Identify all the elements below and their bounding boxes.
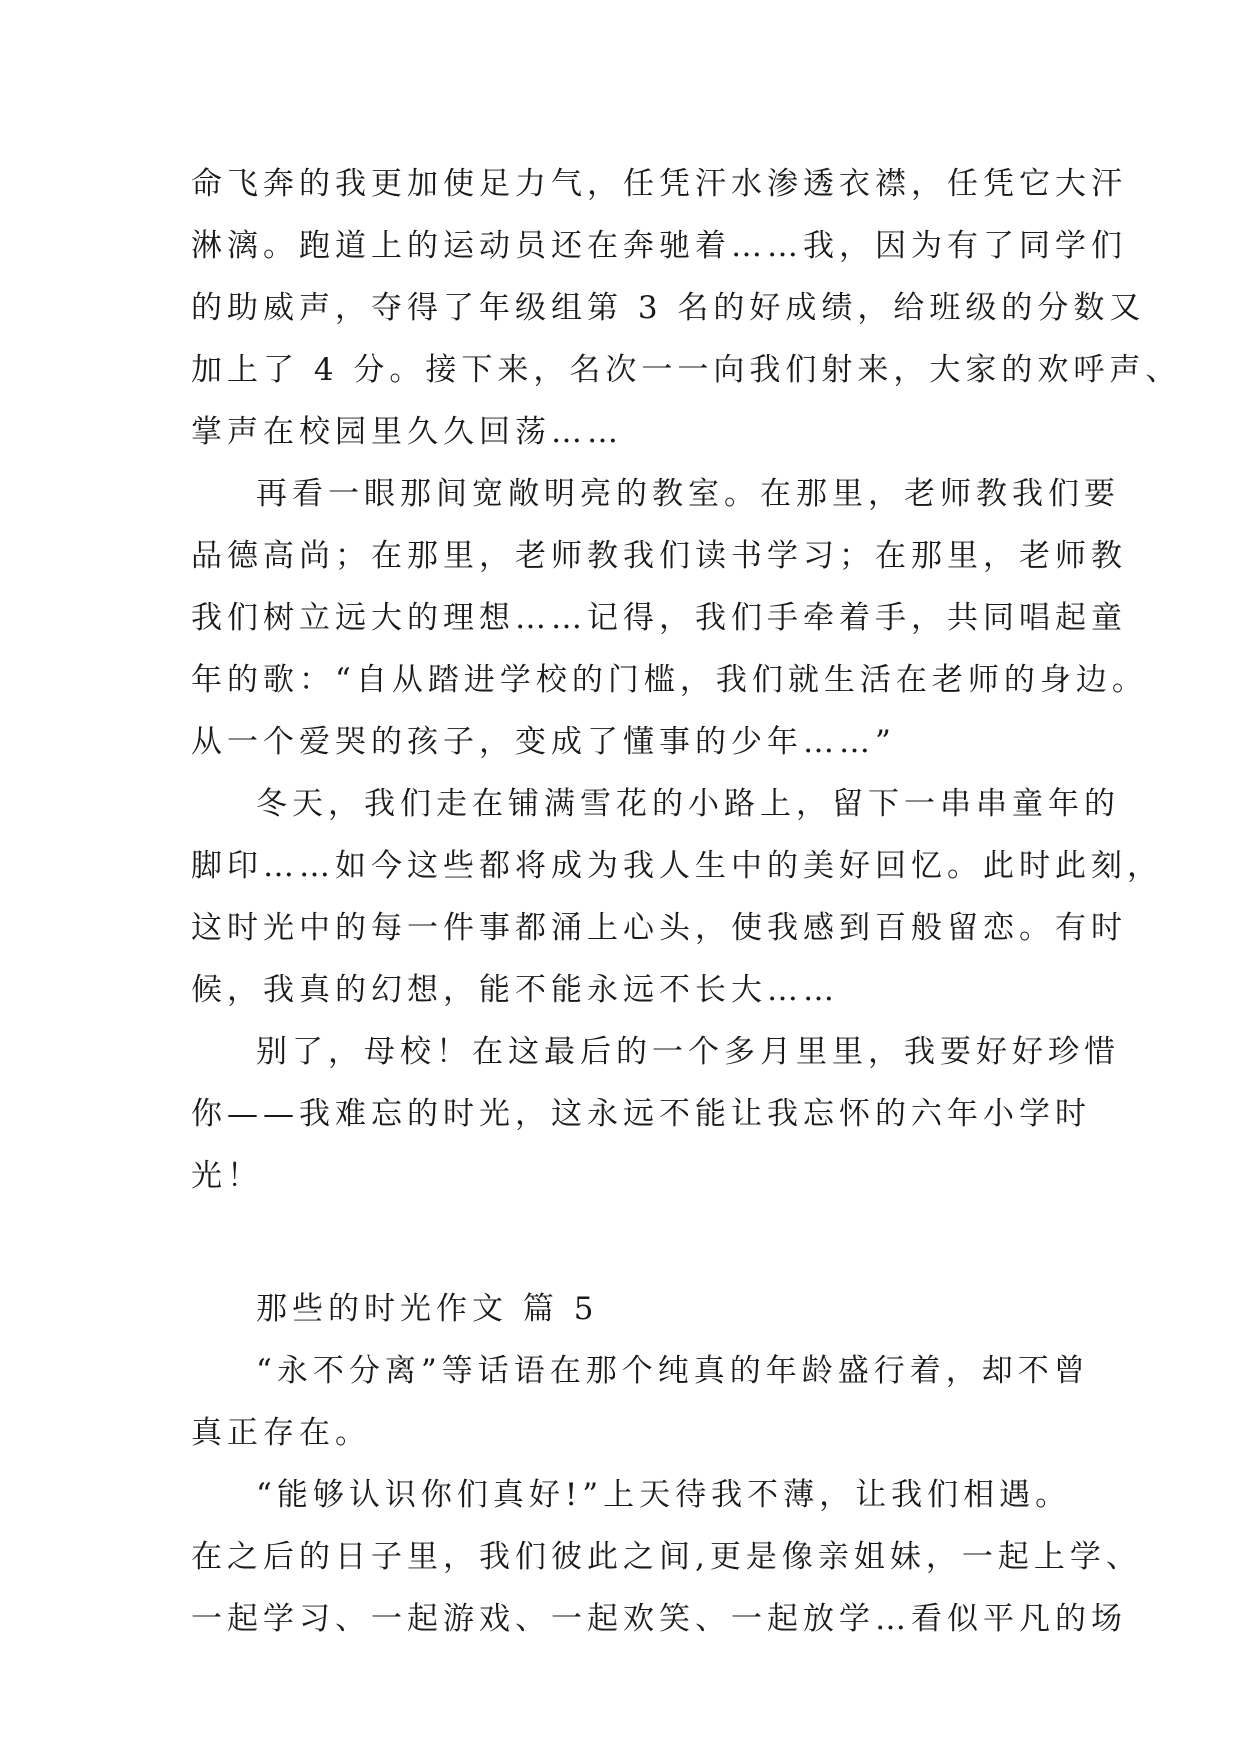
paragraph-first-line: 别了，母校！在这最后的一个多月里里，我要好好珍惜	[256, 1034, 1120, 1070]
paragraph-line: 品德高尚；在那里，老师教我们读书学习；在那里，老师教	[191, 538, 1127, 574]
paragraph-line: 命飞奔的我更加使足力气，任凭汗水渗透衣襟，任凭它大汗	[191, 166, 1127, 202]
paragraph-line: 在之后的日子里，我们彼此之间,更是像亲姐妹，一起上学、	[191, 1539, 1142, 1575]
paragraph-line: 真正存在。	[191, 1415, 371, 1451]
paragraph-first-line: “能够认识你们真好!”上天待我不薄，让我们相遇。	[256, 1477, 1072, 1513]
paragraph-line: 年的歌：“自从踏进学校的门槛，我们就生活在老师的身边。	[191, 662, 1148, 698]
paragraph-line: 候，我真的幻想，能不能永远不长大……	[191, 972, 839, 1008]
paragraph-line: 的助威声，夺得了年级组第 3 名的好成绩，给班级的分数又	[191, 290, 1146, 326]
section-heading: 那些的时光作文 篇 5	[256, 1291, 599, 1327]
paragraph-line: 加上了 4 分。接下来，名次一一向我们射来，大家的欢呼声、	[191, 352, 1182, 388]
paragraph-line: 你——我难忘的时光，这永远不能让我忘怀的六年小学时	[191, 1096, 1091, 1132]
paragraph-line: 这时光中的每一件事都涌上心头，使我感到百般留恋。有时	[191, 910, 1127, 946]
paragraph-line: 我们树立远大的理想……记得，我们手牵着手，共同唱起童	[191, 600, 1127, 636]
paragraph-first-line: 冬天，我们走在铺满雪花的小路上，留下一串串童年的	[256, 786, 1120, 822]
paragraph-line: 脚印……如今这些都将成为我人生中的美好回忆。此时此刻，	[191, 848, 1163, 884]
paragraph-line: 从一个爱哭的孩子，变成了懂事的少年……”	[191, 724, 896, 760]
paragraph-line: 淋漓。跑道上的运动员还在奔驰着……我，因为有了同学们	[191, 228, 1127, 264]
paragraph-first-line: “永不分离”等话语在那个纯真的年龄盛行着，却不曾	[256, 1353, 1090, 1389]
paragraph-line: 掌声在校园里久久回荡……	[191, 414, 623, 450]
paragraph-line: 光！	[191, 1158, 263, 1194]
paragraph-first-line: 再看一眼那间宽敞明亮的教室。在那里，老师教我们要	[256, 476, 1120, 512]
paragraph-line: 一起学习、一起游戏、一起欢笑、一起放学…看似平凡的场	[191, 1601, 1127, 1637]
